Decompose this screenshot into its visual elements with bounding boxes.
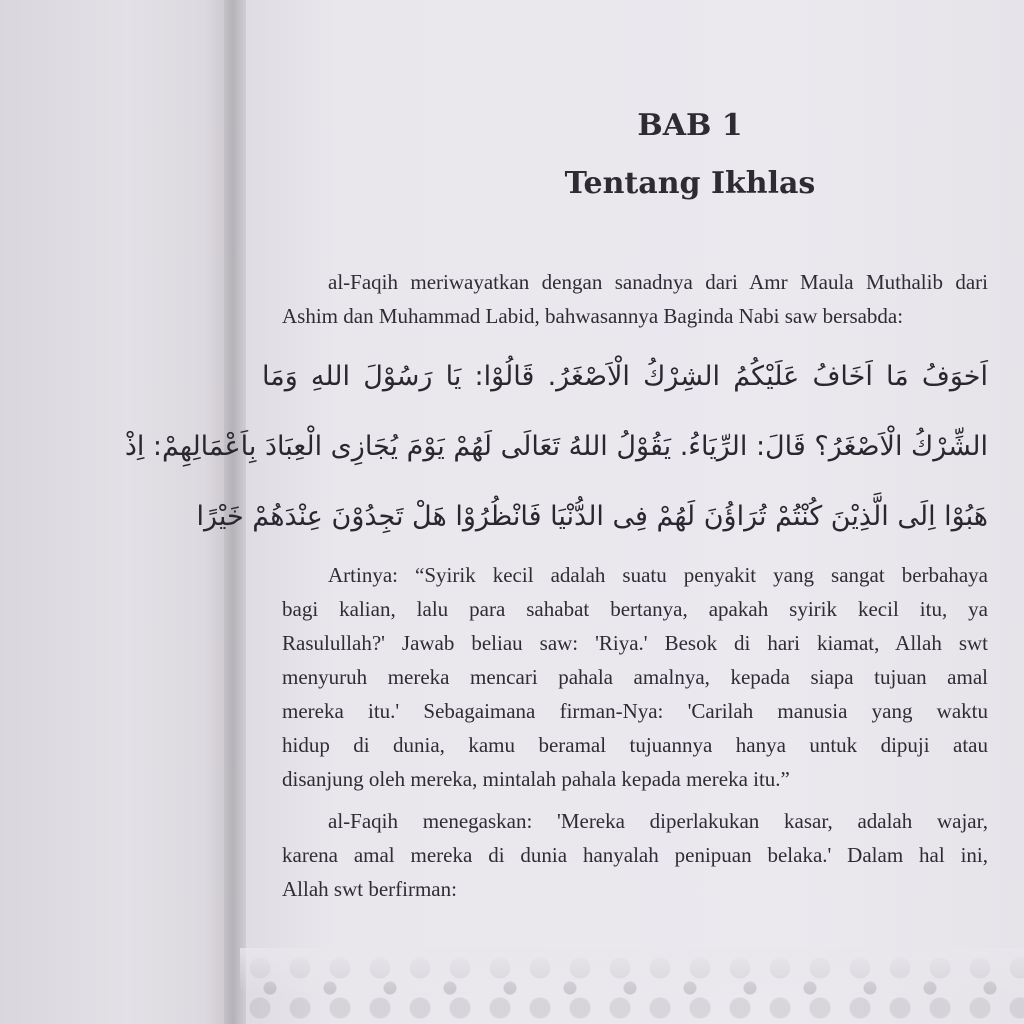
- text-line: menyuruh mereka mencari pahala amalnya, kepada siapa tujuan amal: [282, 665, 988, 689]
- text-line: Artinya: “Syirik kecil adalah suatu penyakit yang sangat berbahaya: [328, 563, 988, 587]
- arabic-line: اَخوَفُ مَا اَخَافُ عَلَيْكُمُ الشِرْكُ الْاَصْغَرُ. قَالُوْا: يَا رَسُوْلَ اللهِ وَمَا: [262, 361, 988, 392]
- page-ornament-border: [240, 948, 1024, 1024]
- chapter-number: BAB 1: [637, 108, 743, 143]
- text-line: mereka itu.' Sebagaimana firman-Nya: 'Carilah manusia yang waktu: [282, 699, 988, 723]
- commentary-paragraph: [282, 804, 988, 906]
- hadith-arabic-text: [124, 342, 988, 552]
- text-line: disanjung oleh mereka, mintalah pahala kepada mereka itu.”: [282, 767, 790, 791]
- text-line: al-Faqih meriwayatkan dengan sanadnya dari Amr Maula Muthalib dari: [328, 270, 988, 294]
- text-line: al-Faqih menegaskan: 'Mereka diperlakukan kasar, adalah wajar,: [328, 809, 988, 833]
- chapter-title: Tentang Ikhlas: [564, 166, 816, 201]
- arabic-line: الشِّرْكُ الْاَصْغَرُ؟ قَالَ: الرِّيَاءُ. يَقُوْلُ اللهُ تَعَالَى لَهُمْ يَوْمَ يُجَازِى الْعِبَادَ بِاَعْمَالِهِمْ: اِذْ: [124, 431, 988, 462]
- text-line: karena amal mereka di dunia hanyalah penipuan belaka.' Dalam hal ini,: [282, 843, 988, 867]
- text-line: bagi kalian, lalu para sahabat bertanya, apakah syirik kecil itu, ya: [282, 597, 988, 621]
- text-line: hidup di dunia, kamu beramal tujuannya hanya untuk dipuji atau: [282, 733, 988, 757]
- text-line: Ashim dan Muhammad Labid, bahwasannya Baginda Nabi saw bersabda:: [282, 304, 904, 328]
- text-line: Allah swt berfirman:: [282, 877, 457, 901]
- intro-paragraph: [282, 265, 988, 333]
- text-line: Rasulullah?' Jawab beliau saw: 'Riya.' Besok di hari kiamat, Allah swt: [282, 631, 988, 655]
- arabic-line: هَبُوْا اِلَى الَّذِيْنَ كُنْتُمْ تُرَاؤُنَ لَهُمْ فِى الدُّنْيَا فَانْظُرُوْا هَلْ تَجِدُوْنَ عِنْدَهُمْ خَيْرًا: [196, 501, 988, 532]
- translation-paragraph: [282, 558, 988, 796]
